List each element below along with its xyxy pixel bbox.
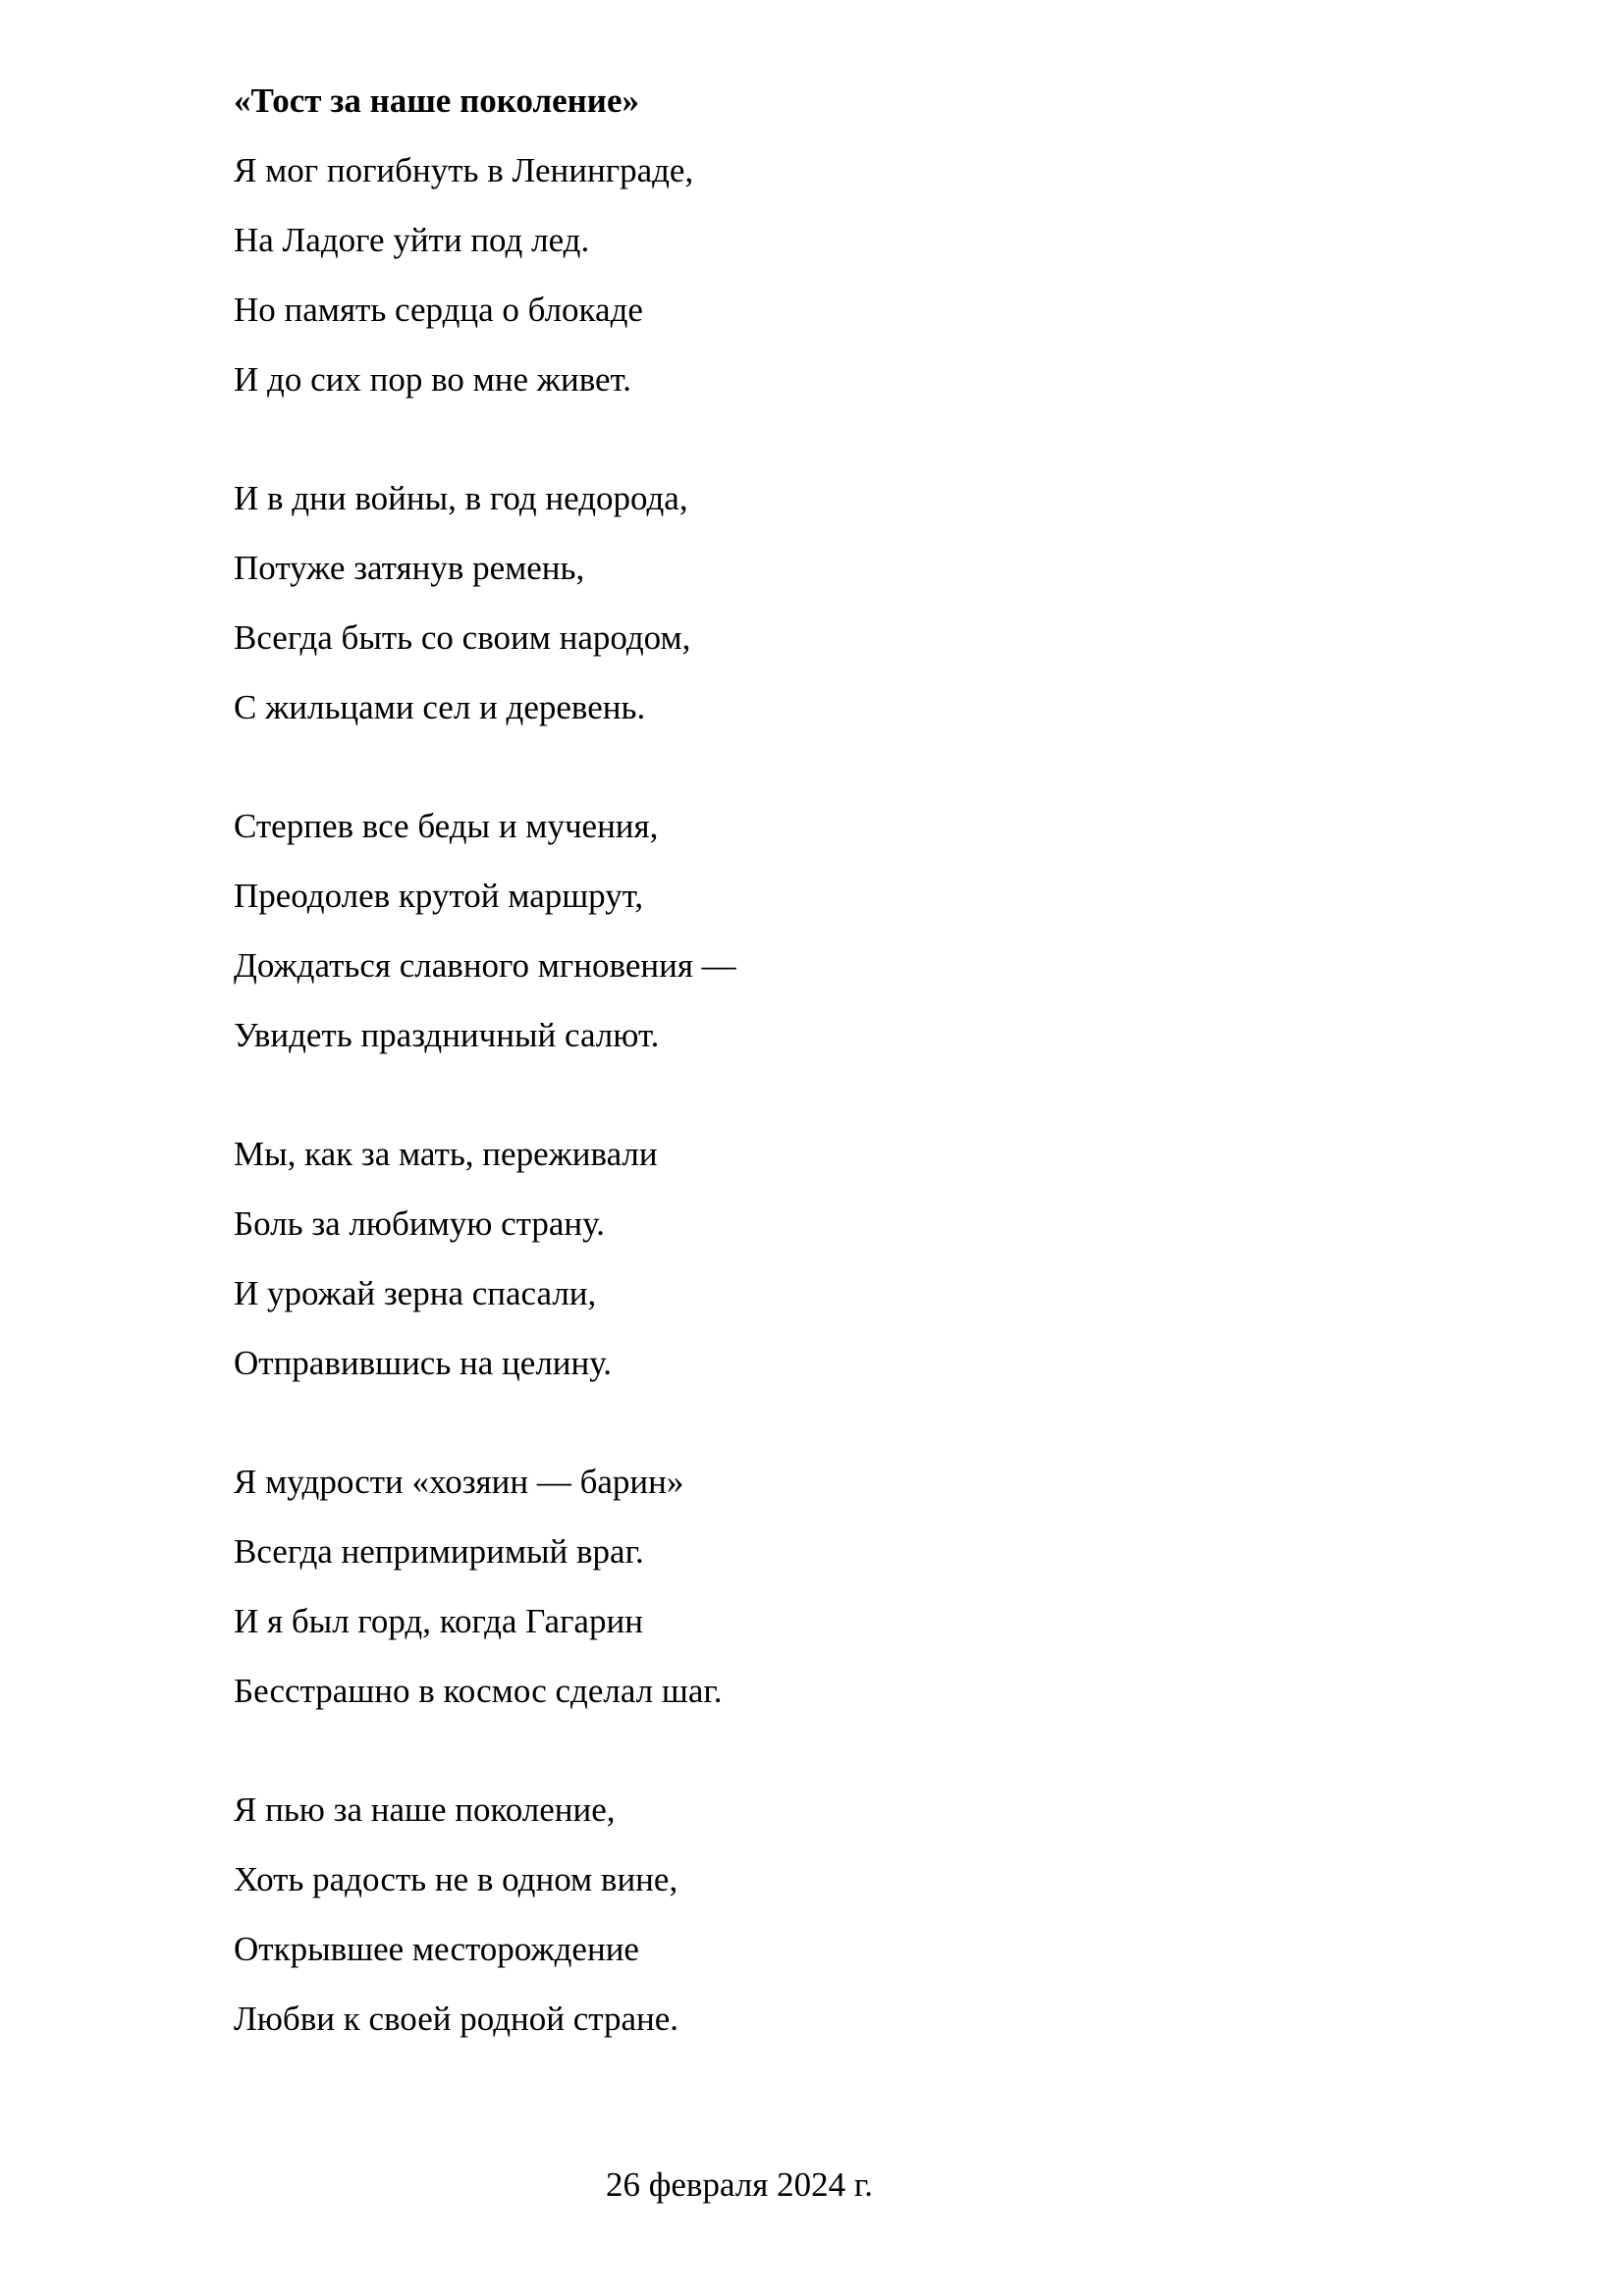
poem-line: Дождаться славного мгновения — — [234, 946, 736, 985]
poem-line: Стерпев все беды и мучения, — [234, 807, 659, 845]
poem-line: Открывшее месторождение — [234, 1930, 639, 1968]
poem-line: Хоть радость не в одном вине, — [234, 1860, 678, 1898]
stanza-2 — [234, 474, 1412, 732]
poem-line: Я мог погибнуть в Ленинграде, — [234, 151, 694, 189]
poem-line: Отправившись на целину. — [234, 1344, 612, 1382]
poem-line: Я пью за наше поколение, — [234, 1790, 616, 1829]
stanza-6 — [234, 1786, 1412, 2044]
poem-line: И в дни войны, в год недорода, — [234, 479, 688, 517]
poem-line: И урожай зерна спасали, — [234, 1274, 597, 1312]
poem-line: И до сих пор во мне живет. — [234, 360, 631, 399]
stanza-1 — [234, 146, 1412, 404]
poem-line: Но память сердца о блокаде — [234, 291, 643, 329]
poem-line: Увидеть праздничный салют. — [234, 1016, 660, 1054]
poem-line: Боль за любимую страну. — [234, 1204, 605, 1243]
stanza-3 — [234, 802, 1412, 1060]
stanza-4 — [234, 1130, 1412, 1388]
poem-line: На Ладоге уйти под лед. — [234, 221, 590, 259]
poem-line: Мы, как за мать, переживали — [234, 1135, 658, 1173]
poem — [234, 77, 1412, 2044]
poem-line: Любви к своей родной стране. — [234, 2000, 679, 2038]
poem-line: Всегда непримиримый враг. — [234, 1532, 644, 1571]
poem-line: С жильцами сел и деревень. — [234, 688, 646, 726]
poem-line: Я мудрости «хозяин — барин» — [234, 1463, 684, 1501]
poem-line: Бесстрашно в космос сделал шаг. — [234, 1672, 723, 1710]
poem-line: Всегда быть со своим народом, — [234, 618, 691, 657]
poem-date: 26 февраля 2024 г. — [605, 2165, 874, 2204]
stanza-5 — [234, 1458, 1412, 1716]
poem-line: И я был горд, когда Гагарин — [234, 1602, 643, 1640]
poem-line: Преодолев крутой маршрут, — [234, 877, 644, 915]
poem-title: «Тост за наше поколение» — [234, 81, 640, 120]
poem-line: Потуже затянув ремень, — [234, 549, 585, 587]
